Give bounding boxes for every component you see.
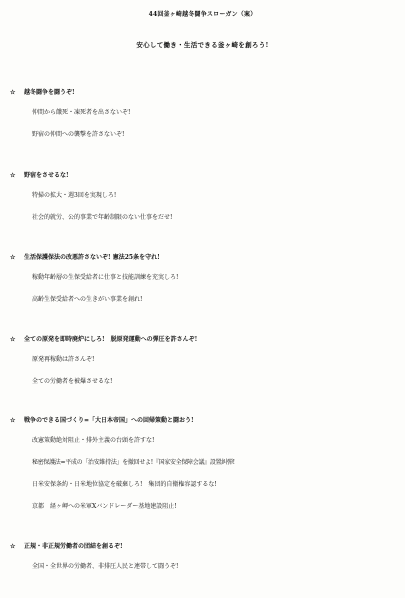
slogan-item: 改憲策動絶対阻止・排外主義の台頭を許すな! [32,437,155,444]
main-slogan: 安心して働き・生活できる釜ヶ崎を創ろう! [136,41,269,49]
star-bullet-icon: ☆ [10,89,16,96]
slogan-section [10,540,402,574]
slogan-item: 稼動年齢層の生保受給者に仕事と技能訓練を充実しろ! [32,274,179,281]
section-heading [10,251,402,265]
document-title: 44回釜ヶ崎越冬闘争スローガン（案） [148,11,257,18]
slogan-item: 特掃の拡大・週3回を実現しろ! [32,192,117,199]
slogan-item: 社会的就労、公的事業で年齢制限のない仕事をだせ! [32,214,173,221]
slogan-item: 京都 経ヶ岬への米軍Xバンドレーダー基地建設阻止! [32,503,177,510]
section-heading-text: 越冬闘争を闘うぞ! [24,89,75,96]
section-heading [10,169,402,183]
slogan-section [10,169,402,225]
slogan-section [10,251,402,307]
slogan-item: 高齢生保受給者への生きがい事業を創れ! [32,296,143,303]
star-bullet-icon: ☆ [10,543,16,550]
slogan-item: 全ての労働者を被爆させるな! [32,378,113,385]
section-heading-text: 生活保護保法の改悪許さないぞ! 憲法25条を守れ! [24,254,160,261]
star-bullet-icon: ☆ [10,254,16,261]
section-heading-text: 戦争のできる国づくり=「大日本帝国」への回帰策動と闘おう! [24,417,194,424]
section-heading [10,414,402,428]
star-bullet-icon: ☆ [10,172,16,179]
section-heading [10,540,402,554]
slogan-section [10,86,402,142]
slogan-item: 日米安保条約・日米地位協定を破棄しろ! 集団的自衛権容認するな! [32,481,217,488]
slogan-section [10,333,402,389]
section-heading-text: 正規・非正規労働者の団結を創るぞ! [24,543,123,550]
star-bullet-icon: ☆ [10,417,16,424]
star-bullet-icon: ☆ [10,336,16,343]
section-heading-text: 全ての原発を即時廃炉にしろ! 脱原発運動への弾圧を許さんぞ! [24,336,198,343]
section-heading [10,86,402,100]
section-heading [10,333,402,347]
slogan-item: 秘密保護法=平成の「治安維持法」を撤回せよ!『国家安全保障会議』設置糾弾! [32,459,235,466]
slogan-item: 野宿の仲間への襲撃を許さないぞ! [32,131,125,138]
slogan-item: 全国・全世界の労働者、非排圧人民と連帯して闘うぞ! [32,563,179,570]
section-heading-text: 野宿をさせるな! [24,172,69,179]
slogan-item: 原発再稼動は許さんぞ! [32,356,95,363]
slogan-item: 仲間から餓死・凍死者を出さないぞ! [32,109,131,116]
slogan-section [10,414,402,514]
